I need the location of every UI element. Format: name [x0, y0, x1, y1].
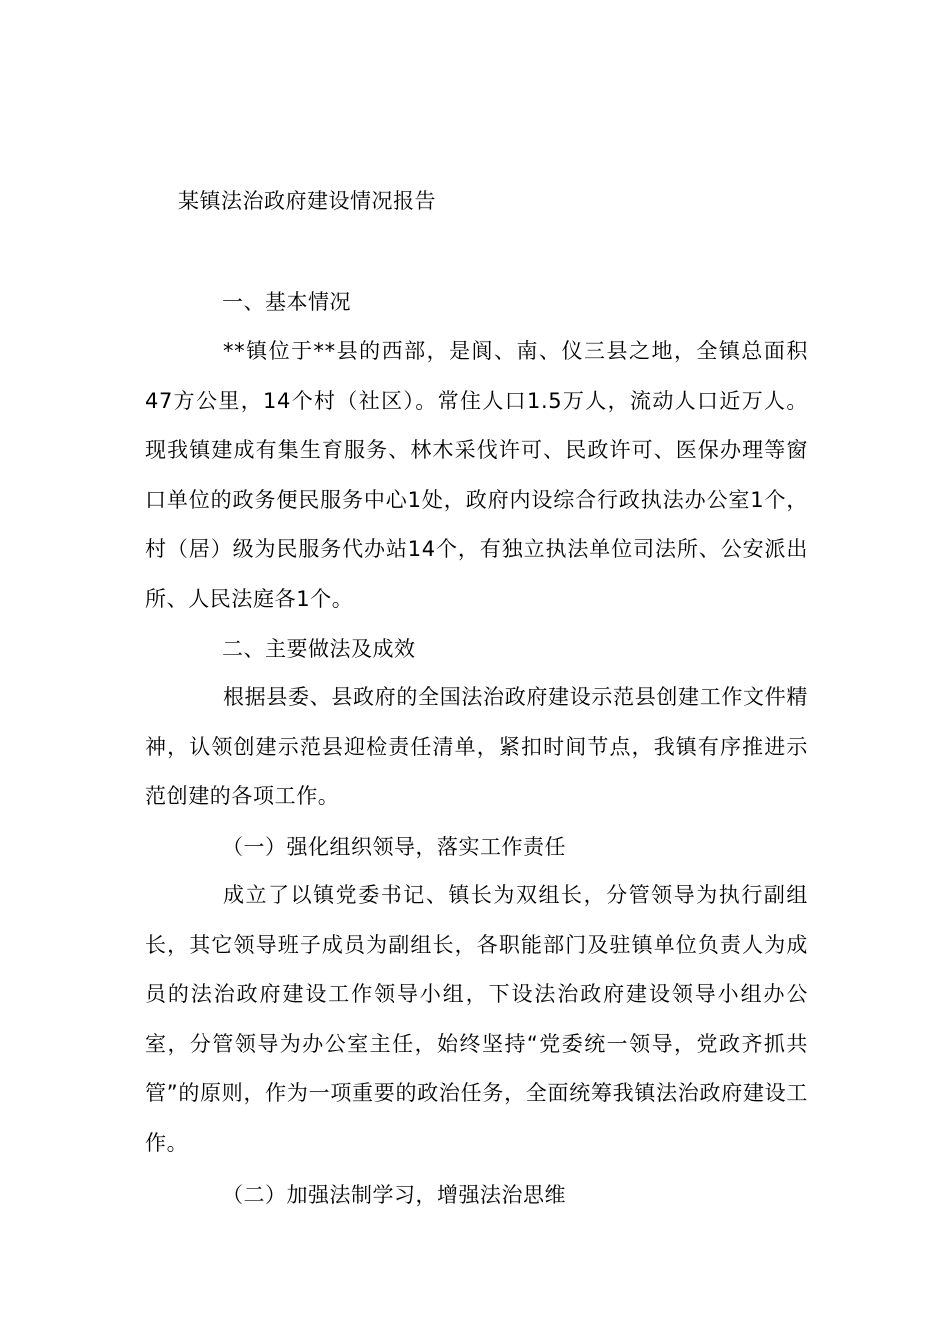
- paragraph-main-practices: [145, 673, 808, 822]
- document-title: 某镇法治政府建设情况报告: [178, 189, 436, 213]
- paragraph-basic-situation: [145, 327, 808, 624]
- subsection-heading-organization: （一）强化组织领导，落实工作责任: [222, 835, 566, 859]
- paragraph-organization: [145, 871, 808, 1168]
- paragraph-text: 成立了以镇党委书记、镇长为双组长，分管领导为执行副组长，其它领导班子成员为副组长，各职能部门及驻镇单位负责人为成员的法治政府建设工作领导小组，下设法治政府建设领导小组办公室，分管领导为办公室主任，始终坚持“党委统一领导，党政齐抓共管”的原则，作为一项重要的政治任务，全面统筹我镇法治政府建设工作。: [145, 883, 808, 1155]
- section-heading-basic-situation: 一、基本情况: [222, 290, 351, 314]
- section-heading-main-practices: 二、主要做法及成效: [222, 637, 416, 661]
- paragraph-text: **镇位于**县的西部，是阆、南、仪三县之地，全镇总面积47方公里，14个村（社区）。常住人口1.5万人，流动人口近万人。现我镇建成有集生育服务、林木采伐许可、民政许可、医保办理等窗口单位的政务便民服务中心1处，政府内设综合行政执法办公室1个，村（居）级为民服务代办站14个，有独立执法单位司法所、公安派出所、人民法庭各1个。: [145, 339, 808, 611]
- paragraph-text: 根据县委、县政府的全国法治政府建设示范县创建工作文件精神，认领创建示范县迎检责任清单，紧扣时间节点，我镇有序推进示范创建的各项工作。: [145, 685, 808, 808]
- subsection-heading-legal-study: （二）加强法制学习，增强法治思维: [222, 1183, 566, 1207]
